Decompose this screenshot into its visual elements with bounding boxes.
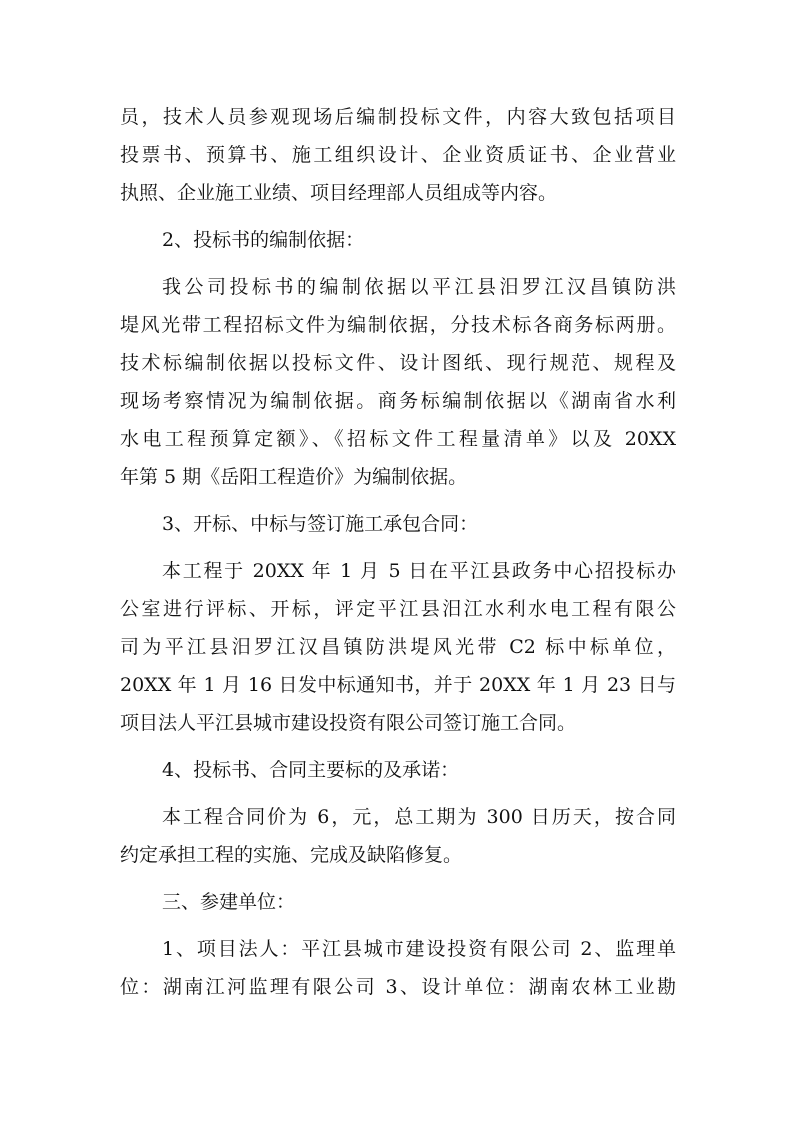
text-line: 执照、企业施工业绩、项目经理部人员组成等内容。 <box>120 182 558 204</box>
text-line: 技术标编制依据以投标文件、设计图纸、现行规范、规程及 <box>120 352 676 374</box>
text-line: 本工程合同价为 6，元，总工期为 300 日历天，按合同 <box>162 806 676 828</box>
section-heading: 4、投标书、合同主要标的及承诺： <box>162 759 460 781</box>
text-line: 我公司投标书的编制依据以平江县汨罗江汉昌镇防洪 <box>162 276 676 298</box>
text-line: 司为平江县汨罗江汉昌镇防洪堤风光带 C2 标中标单位， <box>120 636 676 658</box>
text-line: 投票书、预算书、施工组织设计、企业资质证书、企业营业 <box>120 144 676 166</box>
text-line: 本工程于 20XX 年 1 月 5 日在平江县政务中心招投标办 <box>162 560 676 582</box>
text-line: 水电工程预算定额》、《招标文件工程量清单》以及 20XX <box>120 428 676 450</box>
text-line: 约定承担工程的实施、完成及缺陷修复。 <box>120 844 463 866</box>
text-line: 年第 5 期《岳阳工程造价》为编制依据。 <box>120 466 468 488</box>
section-heading: 2、投标书的编制依据： <box>162 229 365 251</box>
text-line: 现场考察情况为编制依据。商务标编制依据以《湖南省水利 <box>120 390 676 412</box>
body-text <box>120 98 676 1006</box>
section-heading: 3、开标、中标与签订施工承包合同： <box>162 513 479 535</box>
text-line: 公室进行评标、开标，评定平江县汨江水利水电工程有限公 <box>120 598 676 620</box>
text-line: 堤风光带工程招标文件为编制依据，分技术标各商务标两册。 <box>120 314 676 336</box>
text-line: 项目法人平江县城市建设投资有限公司签订施工合同。 <box>120 712 577 734</box>
text-line: 员，技术人员参观现场后编制投标文件，内容大致包括项目 <box>120 106 676 128</box>
text-line: 位：湖南江河监理有限公司 3、设计单位：湖南农林工业勘 <box>120 976 676 998</box>
section-heading: 三、参建单位： <box>162 891 296 913</box>
text-line: 1、项目法人：平江县城市建设投资有限公司 2、监理单 <box>162 938 676 960</box>
text-line: 20XX 年 1 月 16 日发中标通知书，并于 20XX 年 1 月 23 日与 <box>120 674 676 696</box>
